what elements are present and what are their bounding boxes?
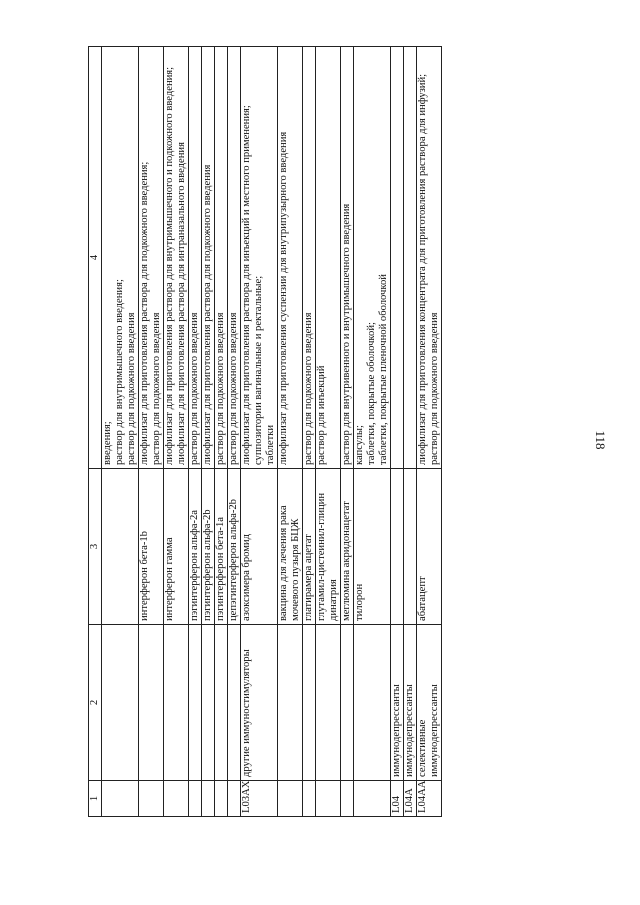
group-name-cell [354,625,391,781]
page-number: 118 [593,430,608,450]
dosage-form-line: лиофилизат для приготовления концентрата для приготовления раствора для инфузий; [417,73,428,465]
group-name-cell [341,625,354,781]
dosage-forms-cell [316,47,341,469]
dosage-form-line: раствор для подкожного введения [189,312,200,465]
drug-name-cell: глатирамера ацетат [303,469,316,625]
column-number-cell: 4 [89,47,102,469]
table-row [189,47,202,817]
drug-name-cell: пэгинтерферон бета-1a [215,469,228,625]
dosage-form-line: введения; [102,421,113,465]
table-row [391,47,404,817]
group-name-cell [278,625,303,781]
dosage-forms-cell [391,47,404,469]
drug-name-cell: азоксимера бромид [241,469,278,625]
table-row [354,47,391,817]
drug-name-cell: пэгинтерферон альфа-2a [189,469,202,625]
atc-code-cell [189,781,202,817]
table-row [316,47,341,817]
atc-code-cell: L04A [404,781,417,817]
dosage-forms-cell [278,47,303,469]
atc-code-cell [215,781,228,817]
atc-code-cell [202,781,215,817]
dosage-form-line: раствор для подкожного введения [215,312,226,465]
atc-code-cell [316,781,341,817]
atc-code-cell [303,781,316,817]
group-name-cell: селективные иммунодепрессанты [417,625,442,781]
dosage-form-line: раствор для подкожного введения [151,312,162,465]
dosage-form-line: лиофилизат для приготовления раствора для внутримышечного и подкожного введения; [164,66,175,465]
table-row [303,47,316,817]
atc-code-cell: L04 [391,781,404,817]
dosage-form-line: раствор для внутривенного и внутримышечного введения [341,203,352,465]
atc-code-cell [139,781,164,817]
rotated-table-container [88,47,568,817]
dosage-form-line: лиофилизат для приготовления раствора для интраназального введения [176,142,187,465]
atc-code-cell [341,781,354,817]
atc-code-cell [164,781,189,817]
group-name-cell [189,625,202,781]
group-name-cell [202,625,215,781]
table-row [164,47,189,817]
drug-name-cell: цепэгинтерферон альфа-2b [228,469,241,625]
dosage-forms-cell [241,47,278,469]
atc-code-cell: L03AX [241,781,278,817]
dosage-forms-cell [164,47,189,469]
drug-name-cell: вакцина для лечения рака мочевого пузыря БЦЖ [278,469,303,625]
dosage-form-line: раствор для подкожного введения [429,312,440,465]
drug-name-cell: меглюмина акридонацетат [341,469,354,625]
dosage-forms-cell [215,47,228,469]
dosage-form-line: раствор для подкожного введения [228,312,239,465]
dosage-form-line: таблетки, покрытые оболочкой; [366,322,377,465]
dosage-form-line: лиофилизат для приготовления раствора для подкожного введения [202,164,213,465]
drug-name-cell [404,469,417,625]
drug-name-cell: абатацепт [417,469,442,625]
medication-table [88,46,442,817]
group-name-cell [303,625,316,781]
table-row [215,47,228,817]
dosage-form-line: раствор для внутримышечного введения; [114,279,125,465]
dosage-forms-cell [139,47,164,469]
dosage-forms-cell [228,47,241,469]
atc-code-cell [354,781,391,817]
table-row [341,47,354,817]
dosage-forms-cell [341,47,354,469]
group-name-cell: иммунодепрессанты [404,625,417,781]
table-body [102,47,442,817]
dosage-forms-cell [202,47,215,469]
table-row [404,47,417,817]
table-row [417,47,442,817]
group-name-cell [215,625,228,781]
column-number-cell: 3 [89,469,102,625]
drug-name-cell: интерферон гамма [164,469,189,625]
dosage-form-line: раствор для инъекций [316,365,327,465]
dosage-form-line: таблетки, покрытые пленочной оболочкой [378,274,389,465]
column-number-cell: 1 [89,781,102,817]
group-name-cell [228,625,241,781]
dosage-form-line: лиофилизат для приготовления раствора для инъекций и местного применения; [241,105,252,465]
drug-name-cell: пэгинтерферон альфа-2b [202,469,215,625]
dosage-form-line: раствор для подкожного введения [303,312,314,465]
drug-name-cell: интерферон бета-1b [139,469,164,625]
table-row [241,47,278,817]
drug-name-cell: глутамил-цистеинил-глицин динатрия [316,469,341,625]
dosage-form-line: таблетки [265,424,276,465]
column-number-cell: 2 [89,625,102,781]
group-name-cell [102,625,139,781]
group-name-cell: иммунодепрессанты [391,625,404,781]
dosage-forms-cell [404,47,417,469]
group-name-cell [316,625,341,781]
dosage-forms-cell [189,47,202,469]
dosage-form-line: капсулы; [354,425,365,465]
dosage-forms-cell [417,47,442,469]
table-row [102,47,139,817]
table-row [278,47,303,817]
dosage-form-line: раствор для подкожного введения [126,312,137,465]
dosage-form-line: суппозитории вагинальные и ректальные; [253,275,264,465]
column-number-row [89,47,102,817]
group-name-cell [164,625,189,781]
atc-code-cell [278,781,303,817]
table-row [228,47,241,817]
dosage-form-line: лиофилизат для приготовления суспензии для внутрипузырного введения [278,131,289,465]
dosage-form-line: лиофилизат для приготовления раствора для подкожного введения; [139,161,150,465]
dosage-forms-cell [354,47,391,469]
atc-code-cell [102,781,139,817]
drug-name-cell [102,469,139,625]
drug-name-cell [391,469,404,625]
dosage-forms-cell [102,47,139,469]
atc-code-cell: L04AA [417,781,442,817]
atc-code-cell [228,781,241,817]
drug-name-cell: тилорон [354,469,391,625]
group-name-cell [139,625,164,781]
table-row [139,47,164,817]
group-name-cell: другие иммуностимуляторы [241,625,278,781]
table-row [202,47,215,817]
dosage-forms-cell [303,47,316,469]
